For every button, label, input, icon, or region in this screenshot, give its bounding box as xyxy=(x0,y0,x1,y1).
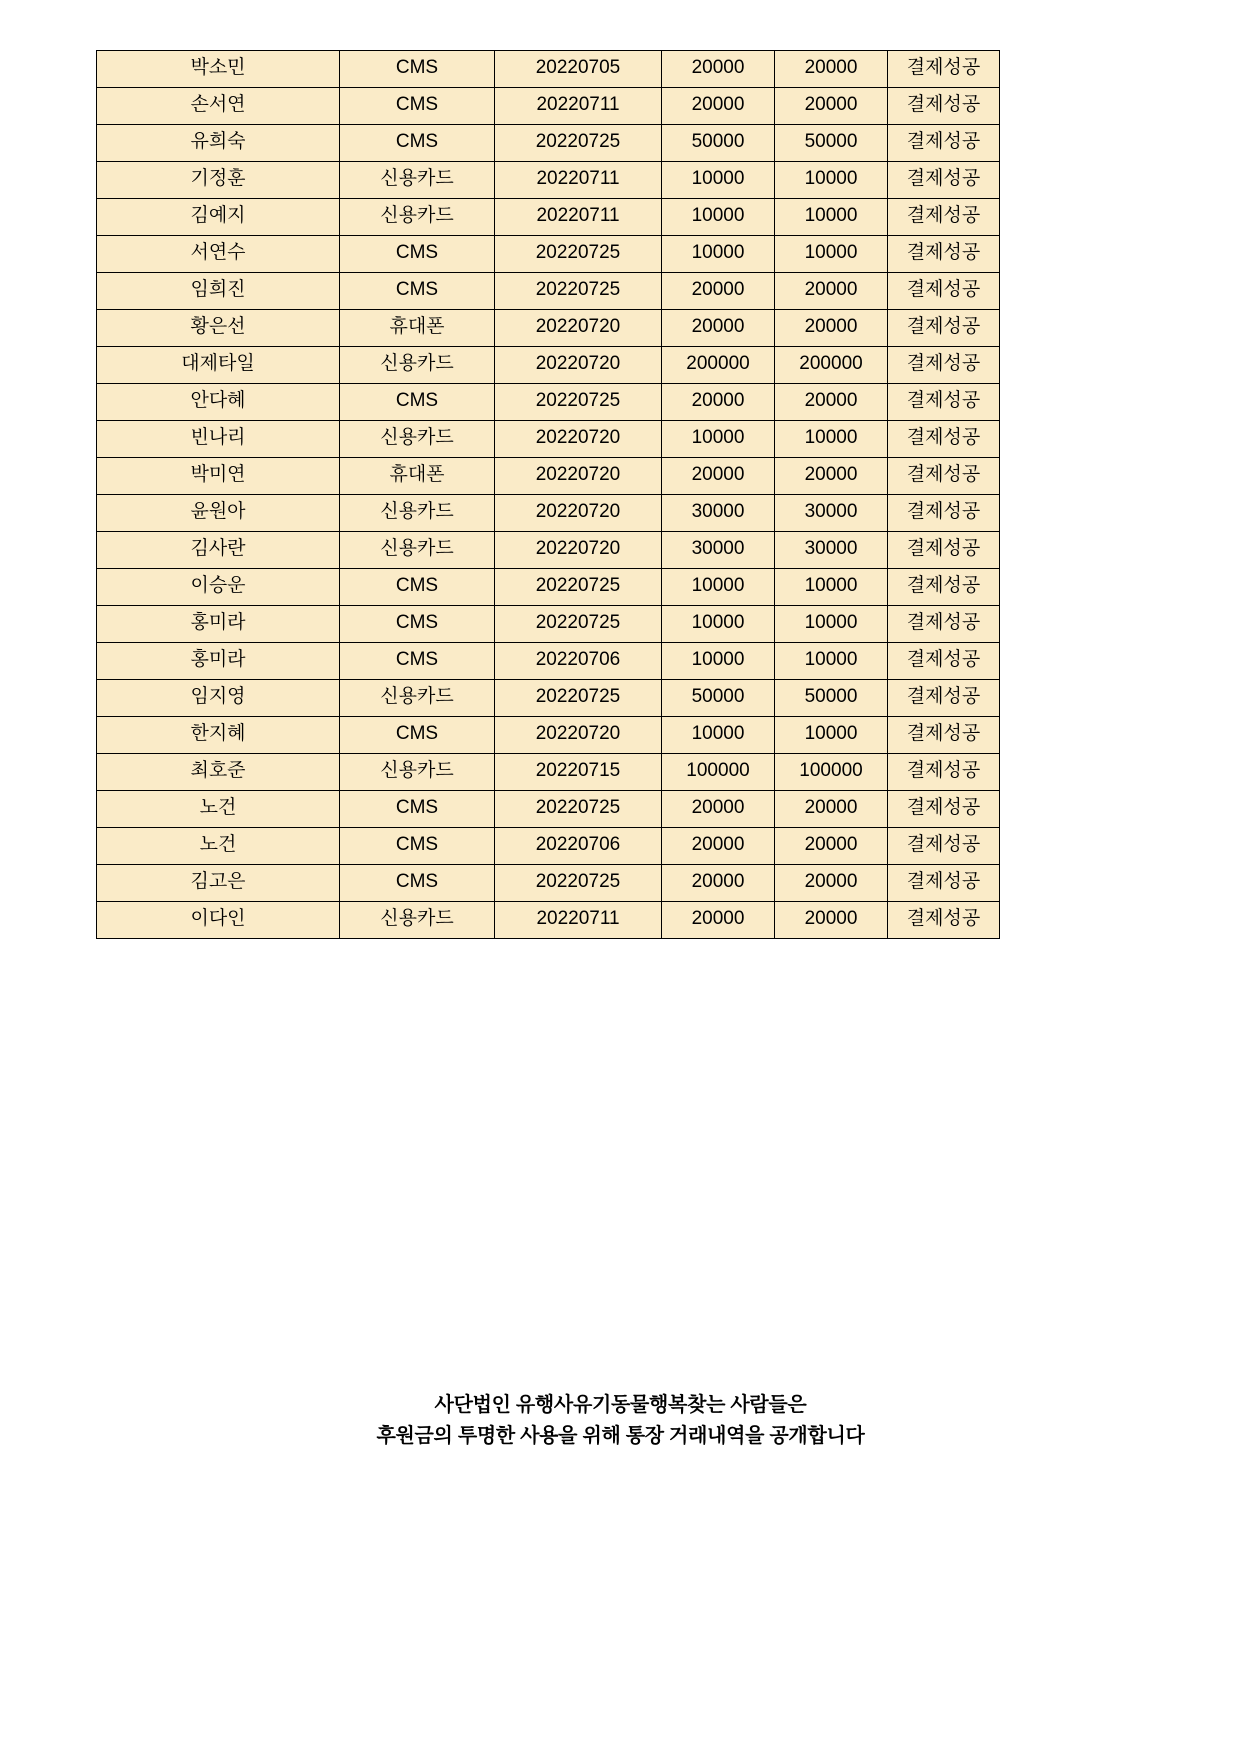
amount-cell: 20000 xyxy=(662,458,775,495)
donor-name-cell: 손서연 xyxy=(97,88,340,125)
payment-method-cell: CMS xyxy=(340,569,495,606)
donor-name-cell: 이다인 xyxy=(97,902,340,939)
payment-date-cell: 20220720 xyxy=(495,458,662,495)
amount-cell: 10000 xyxy=(662,162,775,199)
amount-cell: 10000 xyxy=(662,717,775,754)
settled-amount-cell: 20000 xyxy=(775,88,888,125)
donor-name-cell: 서연수 xyxy=(97,236,340,273)
donor-name-cell: 대제타일 xyxy=(97,347,340,384)
settled-amount-cell: 20000 xyxy=(775,828,888,865)
settled-amount-cell: 20000 xyxy=(775,384,888,421)
donor-name-cell: 노건 xyxy=(97,828,340,865)
settled-amount-cell: 20000 xyxy=(775,273,888,310)
payment-date-cell: 20220720 xyxy=(495,421,662,458)
payment-status-cell: 결제성공 xyxy=(888,384,1000,421)
payment-date-cell: 20220720 xyxy=(495,532,662,569)
table-row xyxy=(97,458,1000,495)
payment-method-cell: 신용카드 xyxy=(340,495,495,532)
table-row xyxy=(97,569,1000,606)
payment-status-cell: 결제성공 xyxy=(888,754,1000,791)
payment-status-cell: 결제성공 xyxy=(888,569,1000,606)
payment-method-cell: CMS xyxy=(340,236,495,273)
settled-amount-cell: 30000 xyxy=(775,495,888,532)
settled-amount-cell: 50000 xyxy=(775,680,888,717)
table-row xyxy=(97,606,1000,643)
table-row xyxy=(97,902,1000,939)
table-row xyxy=(97,532,1000,569)
payment-method-cell: CMS xyxy=(340,51,495,88)
donor-name-cell: 안다혜 xyxy=(97,384,340,421)
payment-status-cell: 결제성공 xyxy=(888,495,1000,532)
amount-cell: 30000 xyxy=(662,532,775,569)
table-row xyxy=(97,865,1000,902)
settled-amount-cell: 10000 xyxy=(775,606,888,643)
payment-date-cell: 20220720 xyxy=(495,347,662,384)
settled-amount-cell: 20000 xyxy=(775,791,888,828)
donor-name-cell: 김예지 xyxy=(97,199,340,236)
amount-cell: 20000 xyxy=(662,384,775,421)
payment-date-cell: 20220711 xyxy=(495,88,662,125)
payment-status-cell: 결제성공 xyxy=(888,902,1000,939)
payment-status-cell: 결제성공 xyxy=(888,643,1000,680)
footer-line-2: 후원금의 투명한 사용을 위해 통장 거래내역을 공개합니다 xyxy=(376,1425,865,1447)
payment-status-cell: 결제성공 xyxy=(888,310,1000,347)
settled-amount-cell: 20000 xyxy=(775,310,888,347)
table-row xyxy=(97,88,1000,125)
settled-amount-cell: 50000 xyxy=(775,125,888,162)
settled-amount-cell: 30000 xyxy=(775,532,888,569)
donor-name-cell: 이승운 xyxy=(97,569,340,606)
payment-date-cell: 20220725 xyxy=(495,384,662,421)
table-row xyxy=(97,347,1000,384)
payment-method-cell: 신용카드 xyxy=(340,532,495,569)
amount-cell: 20000 xyxy=(662,902,775,939)
amount-cell: 30000 xyxy=(662,495,775,532)
donor-name-cell: 한지혜 xyxy=(97,717,340,754)
donor-name-cell: 홍미라 xyxy=(97,606,340,643)
payment-status-cell: 결제성공 xyxy=(888,51,1000,88)
amount-cell: 20000 xyxy=(662,51,775,88)
payment-date-cell: 20220725 xyxy=(495,569,662,606)
donation-table-body xyxy=(97,51,1000,939)
amount-cell: 10000 xyxy=(662,421,775,458)
payment-method-cell: CMS xyxy=(340,606,495,643)
amount-cell: 10000 xyxy=(662,199,775,236)
settled-amount-cell: 20000 xyxy=(775,902,888,939)
donor-name-cell: 기정훈 xyxy=(97,162,340,199)
payment-method-cell: 신용카드 xyxy=(340,902,495,939)
payment-method-cell: CMS xyxy=(340,384,495,421)
payment-status-cell: 결제성공 xyxy=(888,236,1000,273)
table-row xyxy=(97,310,1000,347)
amount-cell: 20000 xyxy=(662,88,775,125)
payment-method-cell: CMS xyxy=(340,88,495,125)
donor-name-cell: 임지영 xyxy=(97,680,340,717)
payment-method-cell: CMS xyxy=(340,865,495,902)
payment-status-cell: 결제성공 xyxy=(888,199,1000,236)
amount-cell: 10000 xyxy=(662,236,775,273)
payment-method-cell: 신용카드 xyxy=(340,680,495,717)
table-row xyxy=(97,643,1000,680)
amount-cell: 200000 xyxy=(662,347,775,384)
amount-cell: 10000 xyxy=(662,569,775,606)
settled-amount-cell: 10000 xyxy=(775,717,888,754)
amount-cell: 20000 xyxy=(662,865,775,902)
payment-date-cell: 20220720 xyxy=(495,495,662,532)
payment-method-cell: CMS xyxy=(340,643,495,680)
payment-status-cell: 결제성공 xyxy=(888,865,1000,902)
donation-table-container xyxy=(96,50,999,939)
table-row xyxy=(97,791,1000,828)
settled-amount-cell: 10000 xyxy=(775,199,888,236)
donor-name-cell: 유희숙 xyxy=(97,125,340,162)
table-row xyxy=(97,125,1000,162)
payment-status-cell: 결제성공 xyxy=(888,828,1000,865)
payment-status-cell: 결제성공 xyxy=(888,680,1000,717)
settled-amount-cell: 10000 xyxy=(775,162,888,199)
payment-status-cell: 결제성공 xyxy=(888,421,1000,458)
amount-cell: 50000 xyxy=(662,125,775,162)
payment-date-cell: 20220725 xyxy=(495,273,662,310)
amount-cell: 100000 xyxy=(662,754,775,791)
table-row xyxy=(97,680,1000,717)
payment-date-cell: 20220711 xyxy=(495,199,662,236)
payment-method-cell: CMS xyxy=(340,791,495,828)
payment-date-cell: 20220706 xyxy=(495,828,662,865)
donor-name-cell: 황은선 xyxy=(97,310,340,347)
payment-date-cell: 20220706 xyxy=(495,643,662,680)
donor-name-cell: 박미연 xyxy=(97,458,340,495)
payment-status-cell: 결제성공 xyxy=(888,347,1000,384)
payment-method-cell: 휴대폰 xyxy=(340,310,495,347)
table-row xyxy=(97,162,1000,199)
amount-cell: 10000 xyxy=(662,643,775,680)
settled-amount-cell: 20000 xyxy=(775,865,888,902)
table-row xyxy=(97,421,1000,458)
payment-status-cell: 결제성공 xyxy=(888,532,1000,569)
payment-method-cell: CMS xyxy=(340,273,495,310)
settled-amount-cell: 20000 xyxy=(775,458,888,495)
payment-status-cell: 결제성공 xyxy=(888,162,1000,199)
donor-name-cell: 최호준 xyxy=(97,754,340,791)
table-row xyxy=(97,828,1000,865)
donor-name-cell: 빈나리 xyxy=(97,421,340,458)
payment-status-cell: 결제성공 xyxy=(888,606,1000,643)
payment-date-cell: 20220725 xyxy=(495,680,662,717)
payment-status-cell: 결제성공 xyxy=(888,125,1000,162)
payment-status-cell: 결제성공 xyxy=(888,273,1000,310)
payment-date-cell: 20220725 xyxy=(495,236,662,273)
table-row xyxy=(97,199,1000,236)
payment-date-cell: 20220725 xyxy=(495,791,662,828)
payment-method-cell: CMS xyxy=(340,125,495,162)
donor-name-cell: 노건 xyxy=(97,791,340,828)
table-row xyxy=(97,273,1000,310)
payment-date-cell: 20220705 xyxy=(495,51,662,88)
footer-line-1: 사단법인 유행사유기동물행복찾는 사람들은 xyxy=(434,1394,807,1416)
payment-status-cell: 결제성공 xyxy=(888,791,1000,828)
amount-cell: 20000 xyxy=(662,791,775,828)
payment-method-cell: 신용카드 xyxy=(340,754,495,791)
amount-cell: 20000 xyxy=(662,828,775,865)
donor-name-cell: 박소민 xyxy=(97,51,340,88)
donor-name-cell: 김고은 xyxy=(97,865,340,902)
settled-amount-cell: 10000 xyxy=(775,236,888,273)
settled-amount-cell: 20000 xyxy=(775,51,888,88)
table-row xyxy=(97,717,1000,754)
settled-amount-cell: 10000 xyxy=(775,569,888,606)
payment-status-cell: 결제성공 xyxy=(888,717,1000,754)
settled-amount-cell: 10000 xyxy=(775,643,888,680)
payment-date-cell: 20220725 xyxy=(495,865,662,902)
settled-amount-cell: 10000 xyxy=(775,421,888,458)
amount-cell: 10000 xyxy=(662,606,775,643)
table-row xyxy=(97,495,1000,532)
donor-name-cell: 홍미라 xyxy=(97,643,340,680)
payment-method-cell: CMS xyxy=(340,717,495,754)
table-row xyxy=(97,51,1000,88)
payment-method-cell: 신용카드 xyxy=(340,199,495,236)
amount-cell: 50000 xyxy=(662,680,775,717)
settled-amount-cell: 100000 xyxy=(775,754,888,791)
payment-method-cell: 신용카드 xyxy=(340,421,495,458)
payment-status-cell: 결제성공 xyxy=(888,458,1000,495)
payment-date-cell: 20220725 xyxy=(495,606,662,643)
payment-method-cell: 신용카드 xyxy=(340,347,495,384)
payment-date-cell: 20220711 xyxy=(495,162,662,199)
table-row xyxy=(97,384,1000,421)
payment-date-cell: 20220720 xyxy=(495,717,662,754)
amount-cell: 20000 xyxy=(662,310,775,347)
payment-method-cell: CMS xyxy=(340,828,495,865)
payment-date-cell: 20220725 xyxy=(495,125,662,162)
donation-table xyxy=(96,50,1000,939)
table-row xyxy=(97,754,1000,791)
document-footer xyxy=(0,1390,1241,1452)
donor-name-cell: 윤원아 xyxy=(97,495,340,532)
amount-cell: 20000 xyxy=(662,273,775,310)
payment-method-cell: 신용카드 xyxy=(340,162,495,199)
table-row xyxy=(97,236,1000,273)
payment-date-cell: 20220720 xyxy=(495,310,662,347)
payment-date-cell: 20220715 xyxy=(495,754,662,791)
settled-amount-cell: 200000 xyxy=(775,347,888,384)
payment-date-cell: 20220711 xyxy=(495,902,662,939)
donor-name-cell: 김사란 xyxy=(97,532,340,569)
donor-name-cell: 임희진 xyxy=(97,273,340,310)
payment-status-cell: 결제성공 xyxy=(888,88,1000,125)
payment-method-cell: 휴대폰 xyxy=(340,458,495,495)
